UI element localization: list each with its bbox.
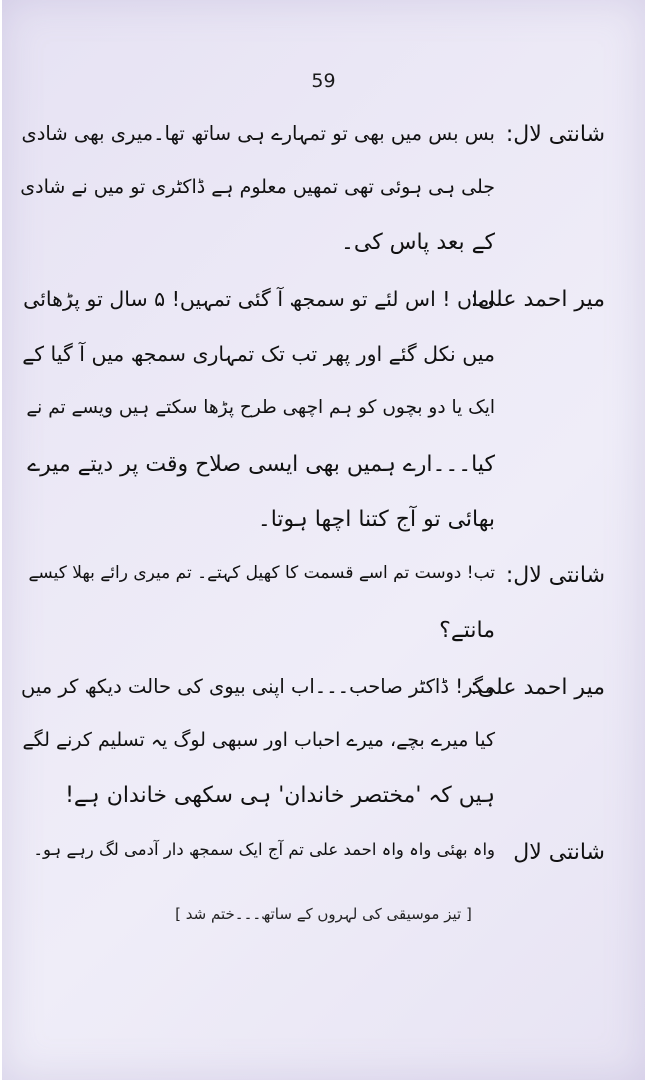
dialogue-line: ہیں کہ 'مختصر خاندان' ہی سکھی خاندان ہے! bbox=[65, 783, 495, 808]
speaker-name: میر احمد علی: bbox=[470, 675, 605, 700]
dialogue-line: کے بعد پاس کی۔ bbox=[340, 230, 495, 255]
dialogue-line: واہ بھئی واہ واہ احمد علی تم آج ایک سمجھ دار آدمی لگ رہے ہو۔ bbox=[33, 840, 495, 859]
dialogue-line: کیا۔۔۔ارے ہمیں بھی ایسی صلاح وقت پر دیتے میرے bbox=[27, 452, 495, 477]
speaker-name: شانتی لال bbox=[513, 840, 605, 865]
dialogue-line: مانتے؟ bbox=[439, 618, 495, 643]
speaker-name: شانتی لال: bbox=[505, 122, 605, 147]
stage-direction: [ تیز موسیقی کی لہروں کے ساتھ۔۔۔ختم شد ] bbox=[175, 905, 472, 923]
page-number: 59 bbox=[311, 70, 336, 92]
dialogue-line: کیا میرے بچے، میرے احباب اور سبھی لوگ یہ تسلیم کرنے لگے bbox=[22, 729, 495, 751]
speaker-name: شانتی لال: bbox=[505, 563, 605, 588]
dialogue-line: جلی ہی ہوئی تھی تمھیں معلوم ہے ڈاکٹری تو میں نے شادی bbox=[20, 176, 495, 198]
dialogue-line: میں نکل گئے اور پھر تب تک تمہاری سمجھ میں آ گیا کے bbox=[22, 342, 495, 366]
dialogue-line: مگر! ڈاکٹر صاحب۔۔۔اب اپنی بیوی کی حالت دیکھ کر میں bbox=[20, 675, 495, 698]
dialogue-line: بھائی تو آج کتنا اچھا ہوتا۔ bbox=[257, 507, 495, 532]
dialogue-line: اماں ! اس لئے تو سمجھ آ گئی تمہیں! ۵ سال تو پڑھائی bbox=[23, 287, 495, 311]
dialogue-line: ایک یا دو بچوں کو ہم اچھی طرح پڑھا سکتے ہیں ویسے تم نے bbox=[26, 397, 495, 418]
book-page bbox=[2, 0, 645, 1080]
dialogue-line: تب! دوست تم اسے قسمت کا کھیل کہتے۔ تم میری رائے بھلا کیسے bbox=[28, 563, 495, 583]
speaker-name: میر احمد علی: bbox=[470, 287, 605, 312]
dialogue-line: بس بس میں بھی تو تمہارے ہی ساتھ تھا۔میری بھی شادی bbox=[21, 122, 495, 145]
